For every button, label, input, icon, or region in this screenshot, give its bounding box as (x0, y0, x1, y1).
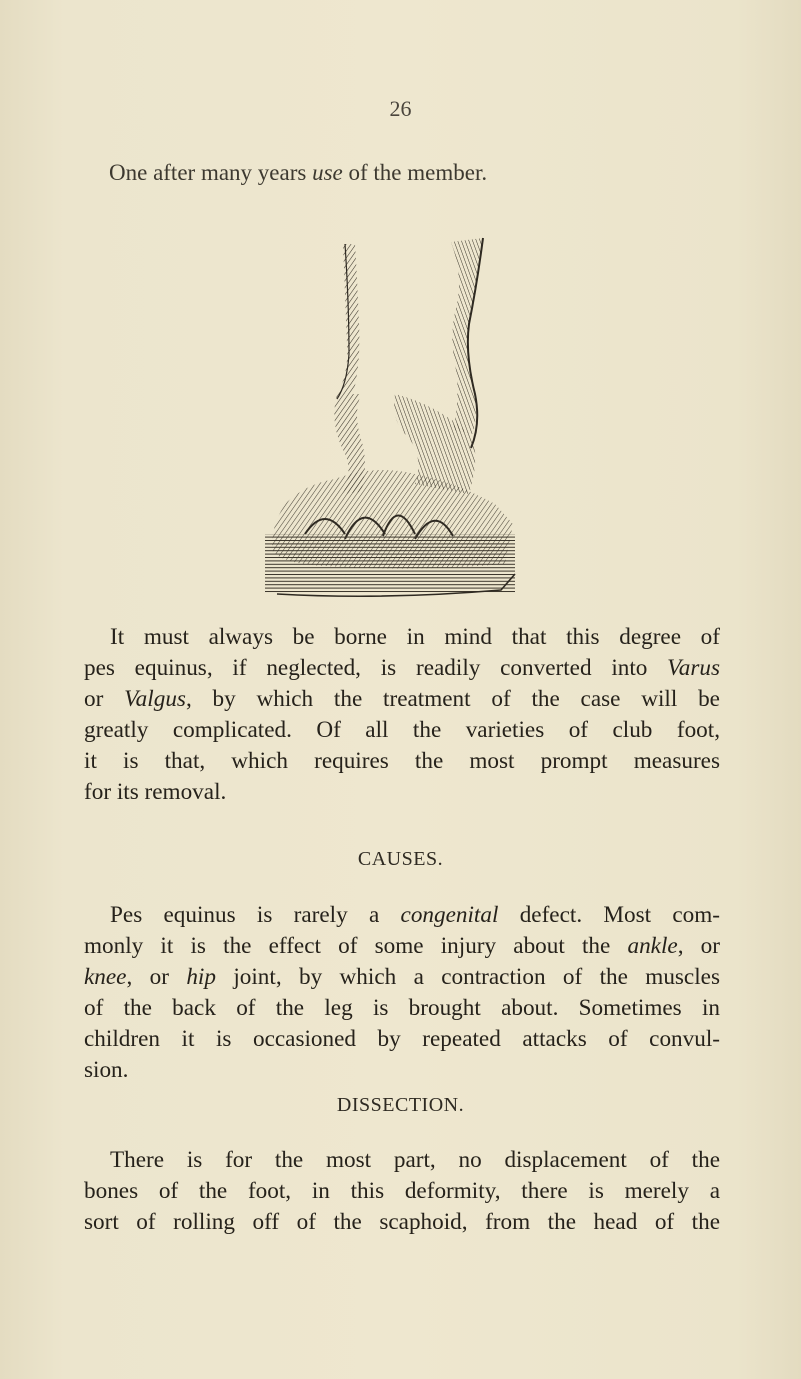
p1-line-3 (84, 684, 720, 715)
p2-italic-knee: knee (84, 964, 127, 990)
p1-italic-valgus: Valgus (124, 686, 186, 712)
p1-line-5: it is that, which requires the most prompt measures (84, 748, 720, 774)
paragraph-2 (84, 900, 720, 1086)
p2-italic-ankle: ankle (627, 933, 678, 959)
p1-line-2-text: pes equinus, if neglected, is readily converted into (84, 655, 668, 681)
ground-lines (265, 534, 515, 594)
caption-text-after: of the member. (342, 160, 488, 185)
p2-line-4: of the back of the leg is brought about. Sometimes in (84, 995, 720, 1021)
section-heading-causes: CAUSES. (357, 848, 444, 870)
p1-line-4: greatly complicated. Of all the varieties of club foot, (84, 717, 720, 743)
p2-italic-congenital: congenital (400, 902, 499, 928)
page-number: 26 (389, 96, 412, 121)
p3-line-2: bones of the foot, in this deformity, there is merely a (84, 1178, 720, 1204)
p2-line-3 (84, 962, 720, 993)
paragraph-1 (84, 622, 720, 808)
p2-line-3-text-b: joint, by which a contraction of the muscles (215, 964, 720, 990)
p2-line-5: children it is occasioned by repeated attacks of convul- (84, 1026, 720, 1052)
p2-line-2-text-b: , or (677, 933, 720, 959)
p2-line-6: sion. (84, 1057, 129, 1083)
figure-caption (109, 160, 487, 186)
p1-line-6: for its removal. (84, 779, 227, 805)
section-heading-dissection: DISSECTION. (336, 1094, 465, 1116)
p1-line-3-text-a: or (84, 686, 125, 712)
caption-italic: use (312, 160, 343, 185)
p3-line-1: There is for the most part, no displacement of the (110, 1147, 720, 1173)
paragraph-3 (84, 1145, 720, 1238)
p1-italic-varus: Varus (667, 655, 720, 681)
p2-line-1-text-a: Pes equinus is rarely a (110, 902, 401, 928)
p1-line-2 (84, 653, 720, 684)
p2-line-1 (84, 900, 720, 931)
foot-illustration (265, 234, 525, 599)
p2-line-3-text-a: , or (126, 964, 187, 990)
p2-italic-hip: hip (186, 964, 216, 990)
p2-line-1-text-b: defect. Most com- (498, 902, 720, 928)
p2-line-2 (84, 931, 720, 962)
caption-text-before: One after many years (109, 160, 313, 185)
p1-line-3-text-b: , by which the treatment of the case will be (185, 686, 720, 712)
p2-line-2-text-a: monly it is the effect of some injury about the (84, 933, 628, 959)
p1-line-1: It must always be borne in mind that this degree of (110, 624, 720, 650)
p3-line-3: sort of rolling off of the scaphoid, from the head of the (84, 1209, 720, 1235)
